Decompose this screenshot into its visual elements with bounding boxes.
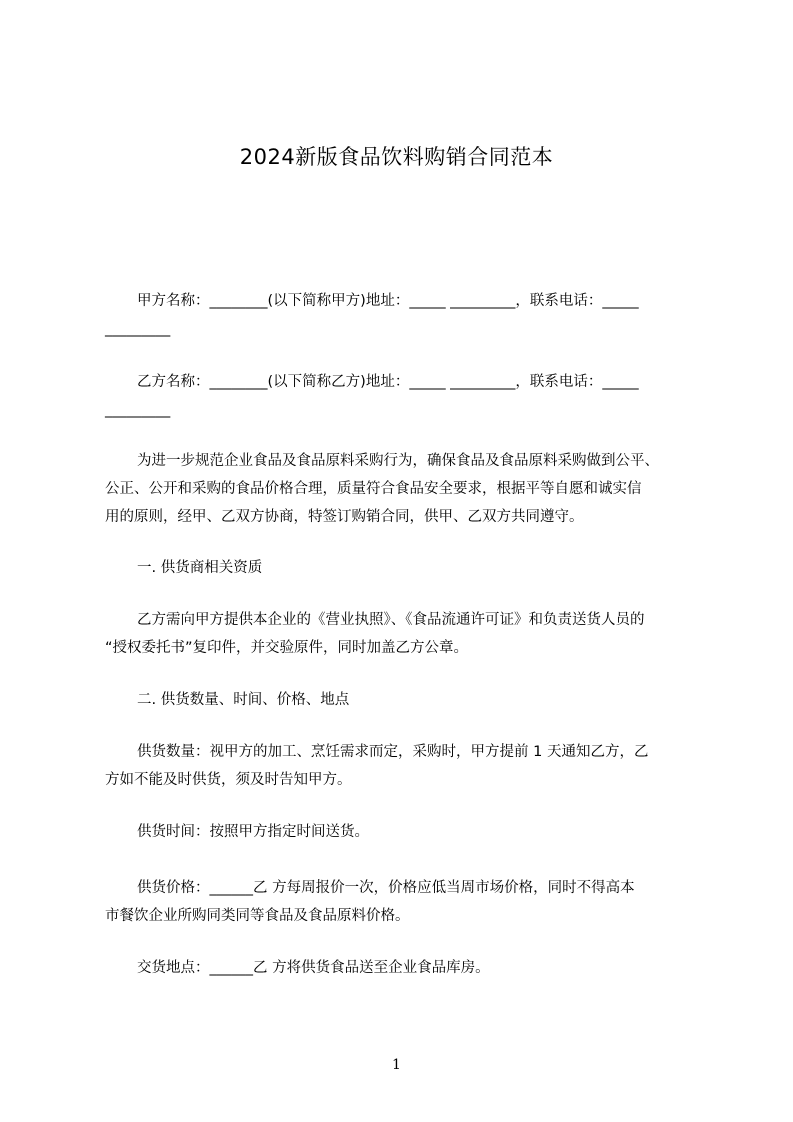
section-1-paragraph xyxy=(105,606,701,662)
party-b-paragraph xyxy=(105,368,701,424)
party-a-paragraph xyxy=(105,287,701,343)
quantity-paragraph xyxy=(105,738,701,794)
time-paragraph xyxy=(105,818,701,846)
location-paragraph xyxy=(105,954,701,982)
intro-paragraph xyxy=(105,447,701,531)
intro-line-3: 用的原则，经甲、乙双方协商，特签订购销合同，供甲、乙双方共同遵守。 xyxy=(105,509,584,525)
price-line-1: 供货价格：______乙 方每周报价一次，价格应低当周市场价格，同时不得高本 xyxy=(137,880,635,896)
party-b-line-1: 乙方名称：________(以下简称乙方)地址：_____ _________，联系电话：_____ xyxy=(137,374,639,390)
intro-line-2: 公正、公开和采购的食品价格合理，质量符合食品安全要求，根据平等自愿和诚实信 xyxy=(105,481,642,497)
party-a-line-1: 甲方名称：________(以下简称甲方)地址：_____ _________，联系电话：_____ xyxy=(137,293,639,309)
location-line: 交货地点：______乙 方将供货食品送至企业食品库房。 xyxy=(137,960,490,976)
section-1-heading: 一. 供货商相关资质 xyxy=(137,560,263,576)
time-line: 供货时间：按照甲方指定时间送货。 xyxy=(137,824,369,840)
section-1-line-1: 乙方需向甲方提供本企业的《营业执照》、《食品流通许可证》和负责送货人员的 xyxy=(137,612,645,628)
section-2-heading: 二. 供货数量、时间、价格、地点 xyxy=(137,692,350,708)
price-line-2: 市餐饮企业所购同类同等食品及食品原料价格。 xyxy=(105,908,410,924)
price-paragraph xyxy=(105,874,701,930)
quantity-line-1: 供货数量：视甲方的加工、烹饪需求而定，采购时，甲方提前 1 天通知乙方，乙 xyxy=(137,744,649,760)
page-number: 1 xyxy=(392,1057,401,1073)
intro-line-1: 为进一步规范企业食品及食品原料采购行为，确保食品及食品原料采购做到公平、 xyxy=(137,453,659,469)
document-title: 2024新版食品饮料购销合同范本 xyxy=(239,145,554,169)
quantity-line-2: 方如不能及时供货，须及时告知甲方。 xyxy=(105,772,352,788)
party-a-line-2: _________ xyxy=(105,321,171,337)
party-b-line-2: _________ xyxy=(105,402,171,418)
section-1-line-2: “授权委托书”复印件，并交验原件，同时加盖乙方公章。 xyxy=(105,640,469,656)
